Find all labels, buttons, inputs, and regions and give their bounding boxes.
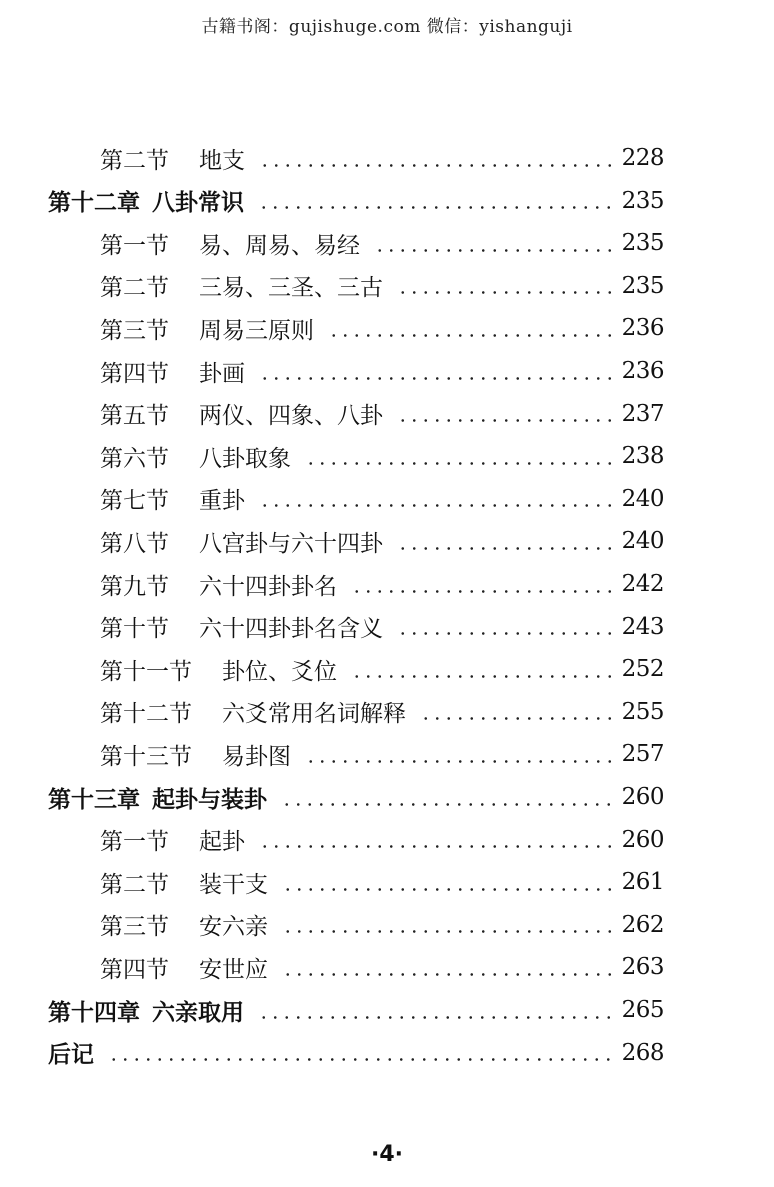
toc-entry-number: 第五节	[100, 403, 169, 430]
toc-entry-page: 228	[621, 145, 664, 171]
toc-entry-title: 卦位、爻位	[222, 658, 337, 685]
toc-entry-page: 235	[621, 272, 664, 299]
toc-entry-page: 235	[621, 230, 664, 257]
dot-leader	[282, 973, 616, 976]
toc-entry-page: 257	[621, 741, 664, 768]
toc-entry-page: 252	[621, 656, 664, 683]
toc-entry-title: 装干支	[199, 871, 268, 898]
toc-section-entry[interactable]	[100, 520, 664, 562]
toc-entry-title: 两仪、四象、八卦	[199, 403, 383, 430]
toc-entry-number: 第十二章	[48, 189, 140, 217]
toc-entry-title: 易卦图	[222, 743, 291, 770]
toc-chapter-entry[interactable]	[48, 1032, 664, 1074]
toc-entry-title: 地支	[199, 147, 245, 174]
toc-entry-number: 第十一节	[100, 658, 192, 685]
dot-leader	[397, 632, 616, 635]
toc-section-entry[interactable]	[100, 861, 664, 903]
toc-section-entry[interactable]	[100, 222, 664, 264]
dot-leader	[374, 249, 616, 252]
toc-entry-page: 236	[621, 315, 664, 342]
toc-entry-number: 第十四章	[48, 998, 140, 1026]
toc-entry-title: 起卦	[199, 829, 245, 856]
dot-leader	[305, 760, 616, 763]
toc-entry-title: 周易三原则	[199, 317, 314, 344]
toc-entry-title: 八卦常识	[152, 189, 244, 217]
dot-leader	[259, 845, 616, 848]
dot-leader	[351, 590, 616, 593]
toc-entry-title: 三易、三圣、三古	[199, 275, 383, 302]
dot-leader	[259, 504, 616, 507]
toc-entry-number: 第三节	[100, 317, 169, 344]
toc-entry-number: 后记	[48, 1041, 94, 1069]
toc-entry-number: 第九节	[100, 573, 169, 600]
toc-section-entry[interactable]	[100, 350, 664, 392]
toc-entry-number: 第十三章	[48, 785, 140, 813]
toc-entry-title: 六爻常用名词解释	[222, 701, 406, 728]
toc-entry-page: 242	[621, 571, 664, 597]
toc-entry-number: 第一节	[100, 829, 169, 856]
toc-section-entry[interactable]	[100, 137, 664, 179]
dot-leader	[281, 803, 616, 806]
toc-section-entry[interactable]	[100, 648, 664, 690]
toc-entry-page: 260	[621, 784, 664, 810]
toc-chapter-entry[interactable]	[48, 180, 664, 222]
dot-leader	[259, 377, 616, 380]
toc-entry-title: 六十四卦卦名含义	[199, 616, 383, 643]
watermark-header: 古籍书阁：gujishuge.com 微信：yishanguji	[201, 17, 573, 37]
toc-entry-title: 易、周易、易经	[199, 232, 360, 259]
toc-section-entry[interactable]	[100, 819, 664, 861]
dot-leader	[328, 334, 616, 337]
toc-entry-number: 第三节	[100, 914, 169, 941]
toc-entry-number: 第十二节	[100, 701, 192, 728]
toc-entry-title: 六亲取用	[152, 998, 244, 1026]
toc-entry-title: 安六亲	[199, 914, 268, 941]
toc-entry-number: 第四节	[100, 360, 169, 387]
dot-leader	[420, 717, 616, 720]
toc-entry-page: 268	[621, 1039, 664, 1066]
dot-leader	[258, 1016, 616, 1019]
toc-entry-number: 第七节	[100, 488, 169, 515]
toc-entry-number: 第六节	[100, 445, 169, 472]
toc-section-entry[interactable]	[100, 265, 664, 307]
toc-section-entry[interactable]	[100, 946, 664, 988]
dot-leader	[351, 675, 616, 678]
toc-chapter-entry[interactable]	[48, 776, 664, 818]
page-number: ·4·	[370, 1142, 404, 1167]
toc-entry-number: 第十节	[100, 616, 169, 643]
toc-entry-number: 第二节	[100, 871, 169, 898]
dot-leader	[305, 462, 616, 465]
toc-entry-page: 261	[621, 869, 664, 896]
dot-leader	[397, 419, 616, 422]
toc-entry-page: 263	[621, 954, 664, 981]
toc-section-entry[interactable]	[100, 478, 664, 520]
toc-chapter-entry[interactable]	[48, 989, 664, 1031]
dot-leader	[108, 1058, 616, 1061]
toc-entry-number: 第十三节	[100, 743, 192, 770]
toc-section-entry[interactable]	[100, 606, 664, 648]
dot-leader	[282, 930, 616, 933]
dot-leader	[259, 164, 616, 167]
toc-entry-page: 237	[621, 400, 664, 427]
toc-entry-page: 240	[621, 485, 664, 512]
toc-entry-page: 260	[621, 826, 664, 853]
toc-section-entry[interactable]	[100, 435, 664, 477]
toc-section-entry[interactable]	[100, 904, 664, 946]
toc-entry-page: 240	[621, 528, 664, 555]
toc-entry-title: 安世应	[199, 956, 268, 983]
toc-entry-page: 236	[621, 358, 664, 384]
toc-entry-page: 243	[621, 613, 664, 640]
toc-entry-title: 八卦取象	[199, 445, 291, 472]
toc-entry-page: 265	[621, 997, 664, 1023]
toc-entry-number: 第八节	[100, 530, 169, 557]
toc-entry-number: 第四节	[100, 956, 169, 983]
dot-leader	[397, 547, 616, 550]
toc-entry-number: 第一节	[100, 232, 169, 259]
toc-section-entry[interactable]	[100, 691, 664, 733]
toc-entry-page: 262	[621, 911, 664, 938]
dot-leader	[397, 291, 616, 294]
toc-entry-title: 六十四卦卦名	[199, 573, 337, 600]
toc-entry-number: 第二节	[100, 147, 169, 174]
toc-entry-page: 255	[621, 698, 664, 725]
toc-entry-page: 238	[621, 443, 664, 470]
toc-entry-number: 第二节	[100, 275, 169, 302]
toc-entry-title: 起卦与装卦	[152, 785, 267, 813]
dot-leader	[258, 206, 616, 209]
toc-section-entry[interactable]	[100, 733, 664, 775]
toc-section-entry[interactable]	[100, 563, 664, 605]
toc-entry-title: 八宫卦与六十四卦	[199, 530, 383, 557]
toc-entry-title: 卦画	[199, 360, 245, 387]
toc-entry-page: 235	[621, 187, 664, 214]
toc-entry-title: 重卦	[199, 488, 245, 515]
toc-section-entry[interactable]	[100, 307, 664, 349]
toc-section-entry[interactable]	[100, 393, 664, 435]
dot-leader	[282, 888, 616, 891]
